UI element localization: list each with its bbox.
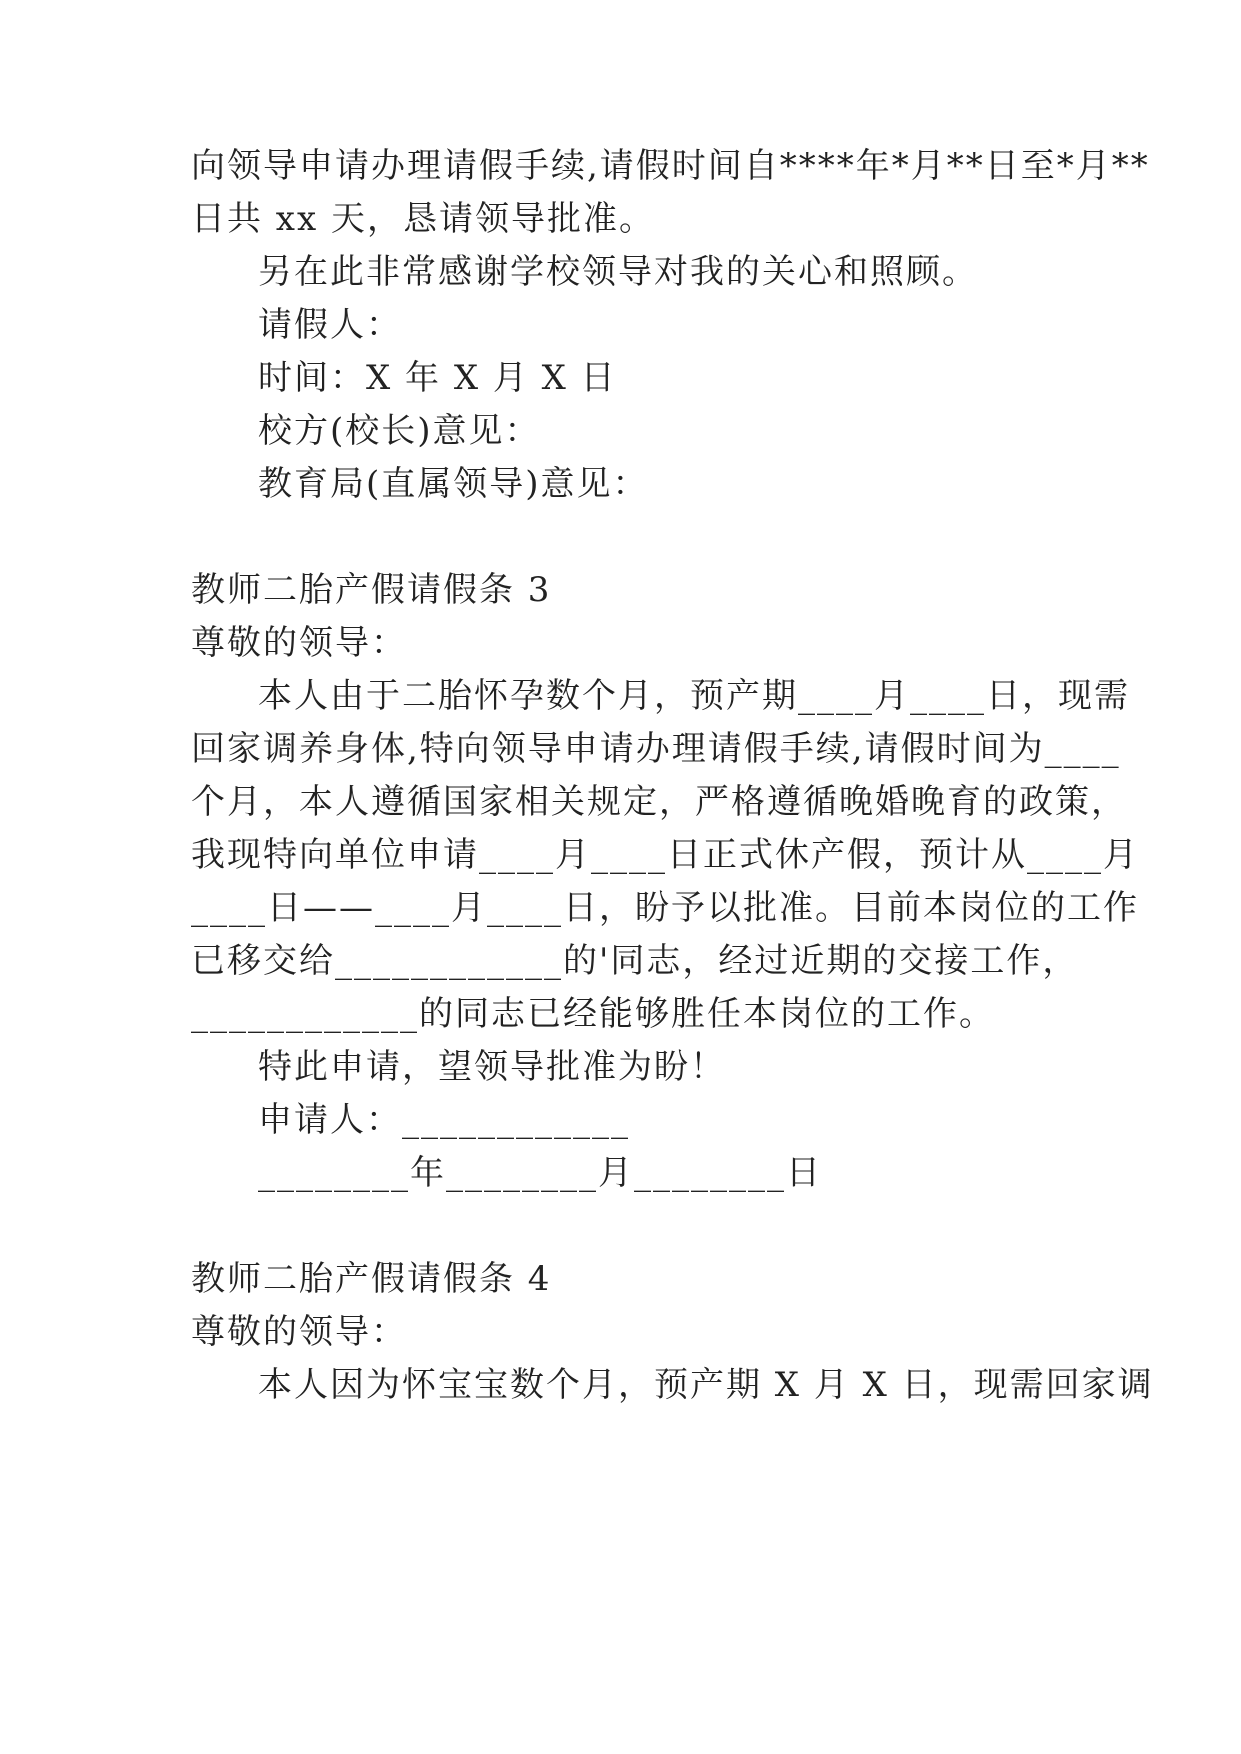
applicant-label: 请假人： [258,305,402,345]
paragraph-line: ____日——____月____日，盼予以批准。目前本岗位的工作 [191,888,1139,928]
paragraph-line: 本人由于二胎怀孕数个月，预产期____月____日，现需 [258,676,1130,716]
paragraph-line: 个月，本人遵循国家相关规定，严格遵循晚婚晚育的政策， [191,782,1127,822]
thanks-line: 另在此非常感谢学校领导对我的关心和照顾。 [258,252,978,292]
paragraph-line: ____________的同志已经能够胜任本岗位的工作。 [191,994,995,1034]
paragraph-line: 回家调养身体,特向领导申请办理请假手续,请假时间为____ [191,729,1121,769]
date-line: 时间：X 年 X 月 X 日 [258,358,617,398]
salutation: 尊敬的领导： [191,1312,407,1352]
closing-line: 特此申请，望领导批准为盼！ [258,1047,726,1087]
paragraph-line: 我现特向单位申请____月____日正式休产假，预计从____月 [191,835,1139,875]
principal-opinion-label: 校方(校长)意见： [258,411,541,451]
date-line: ________年________月________日 [258,1153,822,1193]
salutation: 尊敬的领导： [191,623,407,663]
section-title: 教师二胎产假请假条 4 [191,1259,552,1299]
applicant-signature-line: 申请人：____________ [258,1100,630,1140]
bureau-opinion-label: 教育局(直属领导)意见： [258,464,649,504]
paragraph-line: 日共 xx 天，恳请领导批准。 [191,199,655,239]
section-title: 教师二胎产假请假条 3 [191,570,552,610]
paragraph-line: 已移交给____________的'同志，经过近期的交接工作， [191,941,1079,981]
paragraph-line: 向领导申请办理请假手续,请假时间自****年*月**日至*月** [191,146,1150,186]
paragraph-line: 本人因为怀宝宝数个月，预产期 X 月 X 日，现需回家调 [258,1365,1154,1405]
